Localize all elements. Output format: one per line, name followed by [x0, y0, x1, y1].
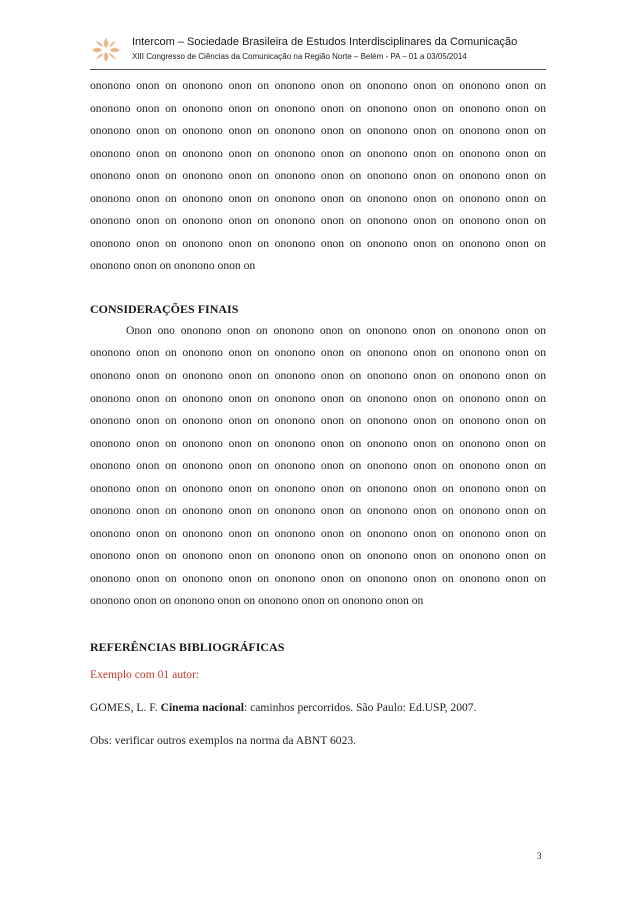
reference-details: : caminhos percorridos. São Paulo: Ed.USP, 2007.: [244, 701, 477, 715]
header-divider: [90, 69, 546, 70]
body-paragraph: ononono onon on ononono onon on ononono onon on ononono onon on ononono onon on ononono onon on ononono onon on ononono onon on ononono onon on ononono onon on ononono onon on ononono onon on ononono onon on ononono onon on ononono onon on ononono onon on ononono onon on ononono onon on ononono onon on ononono onon on ononono onon on ononono onon on ononono onon on ononono onon on ononono onon on ononono onon on ononono onon on ononono onon on ononono onon on ononono onon on ononono onon on ononono onon on ononono onon on ononono onon on ononono onon on ononono onon on ononono onon on ononono onon on ononono onon on ononono onon on ononono onon on ononono onon on: [90, 79, 546, 273]
conclusion-paragraph: Onon ono ononono onon on ononono onon on ononono onon on ononono onon on ononono onon on ononono onon on ononono onon on ononono onon on ononono onon on ononono onon on ononono onon on ononono onon on ononono onon on ononono onon on ononono onon on ononono onon on ononono onon on ononono onon on ononono onon on ononono onon on ononono onon on ononono onon on ononono onon on ononono onon on ononono onon on ononono onon on ononono onon on ononono onon on ononono onon on ononono onon on ononono onon on ononono onon on ononono onon on ononono onon on ononono onon on ononono onon on ononono onon on ononono onon on ononono onon on ononono onon on ononono onon on ononono onon on ononono onon on ononono onon on ononono onon on ononono onon on ononono onon on ononono onon on ononono onon on ononono onon on ononono onon on ononono onon on ononono onon on ononono onon on ononono onon on ononono onon on ononono onon on ononono onon on ononono onon on ononono onon on ononono onon on ononono onon on ononono onon on: [90, 323, 546, 608]
reference-entry: [90, 697, 546, 719]
header-subtitle: XIII Congresso de Ciências da Comunicação na Região Norte – Belém - PA – 01 a 03/05/2014: [132, 52, 467, 61]
section-heading-conclusion: CONSIDERAÇÕES FINAIS: [90, 301, 239, 316]
intercom-logo-icon: [90, 36, 122, 64]
reference-note: Obs: verificar outros exemplos na norma da ABNT 6023.: [90, 734, 357, 748]
reference-example-label: Exemplo com 01 autor:: [90, 668, 200, 682]
section-heading-references: REFERÊNCIAS BIBLIOGRÁFICAS: [90, 640, 285, 655]
document-body: [90, 75, 546, 752]
page-number: 3: [537, 851, 542, 861]
reference-author: GOMES, L. F.: [90, 701, 161, 715]
page-header: [90, 34, 546, 70]
header-title: Intercom – Sociedade Brasileira de Estudos Interdisciplinares da Comunicação: [132, 36, 518, 48]
reference-title: Cinema nacional: [160, 701, 244, 715]
